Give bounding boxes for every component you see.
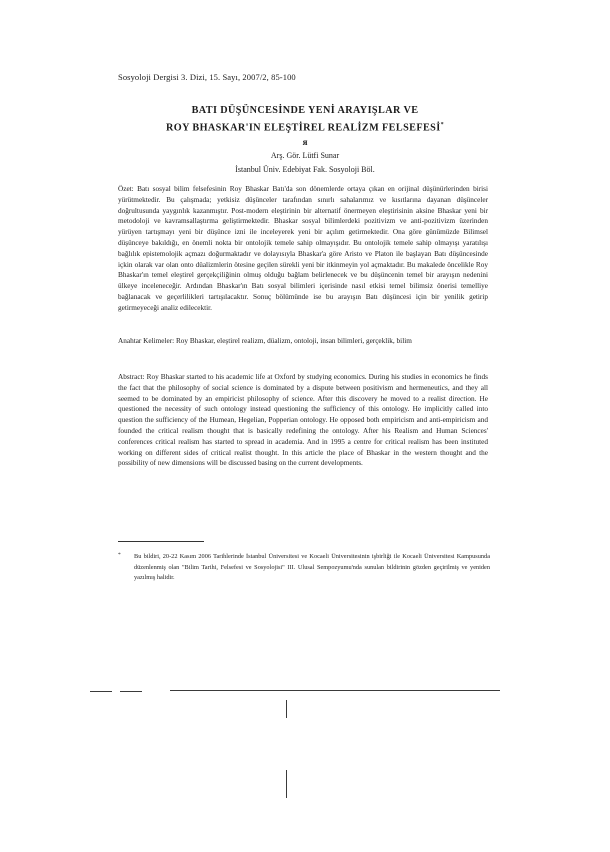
title-line-2: ROY BHASKAR'IN ELEŞTİREL REALİZM FELSEFESİ*	[166, 122, 444, 134]
scan-artifact-line	[286, 700, 287, 718]
ornament-icon: ᴙ	[302, 137, 308, 147]
footnote-marker: *	[118, 552, 121, 558]
footnote-text: Bu bildiri, 20-22 Kasım 2006 Tarihlerinde İstanbul Üniversitesi ve Kocaeli Üniversitesinin işbirliği ile Kocaeli Üniversitesi Kampusunda düzenlenmiş olan "Bilim Tarihi, Felsefesi ve Sosyolojisi" III. Ulusal Sempozyumu'nda sunulan bildirinin gözden geçirilmiş ve yeniden yazılmış halidir.	[134, 553, 490, 582]
author-name: Arş. Gör. Lütfi Sunar	[270, 151, 340, 160]
keywords-paragraph: Anahtar Kelimeler: Roy Bhaskar, eleştirel realizm, düalizm, ontoloji, insan bilimleri, gerçeklik, bilim	[118, 337, 412, 345]
author-affiliation: İstanbul Üniv. Edebiyat Fak. Sosyoloji Böl.	[235, 165, 375, 174]
abstract-paragraph: Abstract: Roy Bhaskar started to his academic life at Oxford by studying economics. During his studies in economics he finds the fact that the philosophy of social science is dominated by a dispute between positivism and hermeneutics, and they all seemed to be dominated by an empiricist philosophy of science. After this discovery he moved to a realist direction. He questioned the necessity of such ontology instead questioning the sufficiency of this ontology. He implicitly called into question the sufficiency of the Humean, Hegelian, Popperian ontology. He opposed both empiricism and anti-empiricism and founded the critical realism thought that is basically redefining the ontology. After his Realism and Human Sciences' conferences critical realism has started to spread in academia. And in 1995 a centre for critical realism has been instituted working on different sides of critical realist thought. In this article the place of Bhaskar in the western thought and the possibility of new dimensions will be discussed basing on the current developments.	[118, 373, 488, 468]
footnote	[118, 552, 490, 584]
scan-artifact-line	[286, 770, 287, 798]
journal-header: Sosyoloji Dergisi 3. Dizi, 15. Sayı, 2007/2, 85-100	[118, 72, 296, 82]
scan-artifact-line	[170, 690, 500, 691]
footnote-divider	[118, 541, 204, 542]
scan-artifact-line	[90, 691, 112, 692]
scan-artifact-line	[120, 691, 142, 692]
title-line-1: BATI DÜŞÜNCESİNDE YENİ ARAYIŞLAR VE	[191, 105, 419, 116]
title-line-2-text: ROY BHASKAR'IN ELEŞTİREL REALİZM FELSEFESİ	[166, 122, 441, 134]
ozet-paragraph: Özet: Batı sosyal bilim felsefesinin Roy Bhaskar Batı'da son dönemlerde ortaya çıkan en orijinal düşünürlerinden birisi yürütmektedir. Bu çalışmada; yetkisiz düşünceler tarafından sınırlı sahalarımız ve kısıtlarına dayanan düşünceler doğrultusunda yaygınlık kazanmıştır. Post-modern eleştirinin bir alternatif önermeyen eleştirisinin aksine Bhaskar yeni bir metodoloji ve kavramsallaştırma geliştirmektedir. Bhaskar sosyal bilimlerdeki pozitivizm ve anti-pozitivizm üzerinden yürüyen tartışmayı yeni bir düşünce izni ile inceleyerek yeni bir açılım getirmektedir. Ona göre günümüzde Bilimsel düşünceye bakıldığı, en önemli nokta bir ontolojik temele sahip olmayışıdır. Bu ontolojik temele sahip olmayışı yaratılışı bağlılık epistemolojik açmazı doğurmaktadır ve dolayısıyla Bhaskar'a göre Aristo ve Platon ile başlayan Batı düşüncesinde içkin olarak var olan onto düalizmlerin ötesine geçilen sürekli yeni bir itkinmeyin yol açmaktadır. Bu makalede öncelikle Roy Bhaskar'ın temel eleştirel gerçekçiliğinin olmuş olduğu bağlam belirlenecek ve bu düşüncenin temel bir arayışın nedenini ülkeye inceleneceğir. Ardından Bhaskar'ın Batı sosyal bilimleri içerisinde nasıl etkisi temel bilimsiz önerisi temelliye bağlanacak ve geçerlilikleri tartışılacaktır. Sonuç bölümünde ise bu arayışın Batı düşüncesi için bir yenilik getirip getirmeyeceği analiz edilecektir.	[118, 185, 488, 312]
